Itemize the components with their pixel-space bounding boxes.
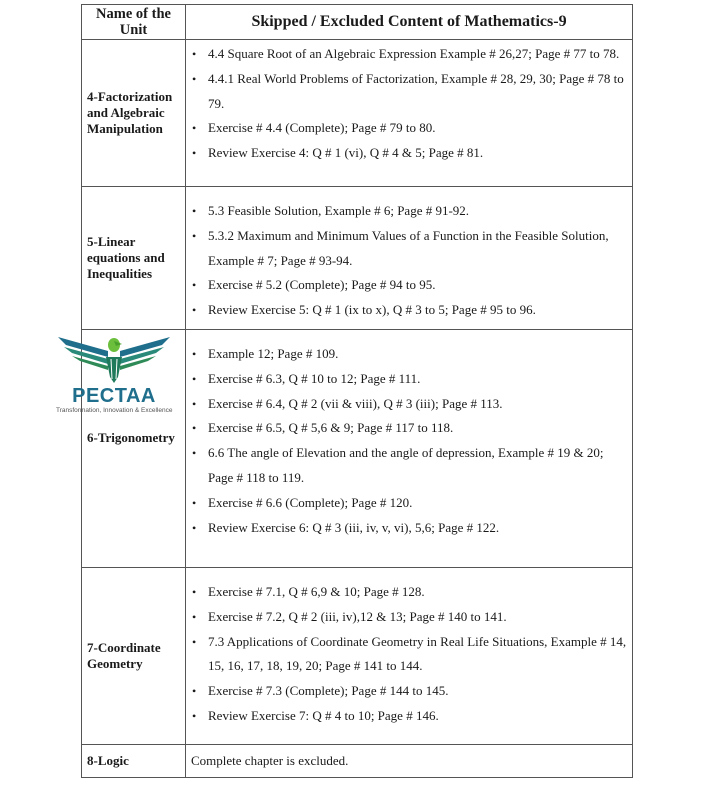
unit-content [186,40,633,187]
unit-name: 7-Coordinate Geometry [82,568,186,745]
list-item: • Exercise # 6.5, Q # 5,6 & 9; Page # 117 to 118. [208,416,628,441]
list-item: • 5.3 Feasible Solution, Example # 6; Page # 91-92. [208,199,628,224]
header-unit-name: Name of the Unit [82,5,186,40]
logo-name: PECTAA [72,385,156,407]
list-item: • 7.3 Applications of Coordinate Geometry in Real Life Situations, Example # 14, 15, 16, 17, 18, 19, 20; Page # 141 to 144. [208,630,628,680]
pectaa-logo-watermark [56,333,172,418]
logo-tagline: Transformation, Innovation & Excellence [56,407,173,414]
table-header-row [82,5,633,40]
unit-name: 4-Factorization and Algebraic Manipulation [82,40,186,187]
unit-name: 8-Logic [82,745,186,778]
header-excluded-content: Skipped / Excluded Content of Mathematics-9 [186,5,633,40]
list-item: • 5.3.2 Maximum and Minimum Values of a Function in the Feasible Solution, Example # 7; Page # 93-94. [208,224,628,274]
unit-content: Complete chapter is excluded. [186,745,633,778]
eagle-logo-icon [56,333,172,385]
content-list [186,580,628,729]
unit-name: 5-Linear equations and Inequalities [82,187,186,330]
list-item: • Exercise # 7.2, Q # 2 (iii, iv),12 & 13; Page # 140 to 141. [208,605,628,630]
content-list [186,42,628,166]
unit-content [186,330,633,568]
list-item: • Review Exercise 6: Q # 3 (iii, iv, v, vi), 5,6; Page # 122. [208,516,628,541]
table-row [82,745,633,778]
list-item: • Exercise # 4.4 (Complete); Page # 79 to 80. [208,116,628,141]
unit-content [186,187,633,330]
table-row [82,568,633,745]
list-item: • 4.4.1 Real World Problems of Factorization, Example # 28, 29, 30; Page # 78 to 79. [208,67,628,117]
list-item: • Example 12; Page # 109. [208,342,628,367]
list-item: • Exercise # 6.3, Q # 10 to 12; Page # 111. [208,367,628,392]
list-item: • Review Exercise 4: Q # 1 (vi), Q # 4 & 5; Page # 81. [208,141,628,166]
list-item: • Review Exercise 5: Q # 1 (ix to x), Q # 3 to 5; Page # 95 to 96. [208,298,628,323]
list-item: • 6.6 The angle of Elevation and the angle of depression, Example # 19 & 20; Page # 118 to 119. [208,441,628,491]
unit-name: 6-Trigonometry [82,330,186,568]
list-item: • Exercise # 7.1, Q # 6,9 & 10; Page # 128. [208,580,628,605]
content-list [186,342,628,540]
list-item: • Exercise # 7.3 (Complete); Page # 144 to 145. [208,679,628,704]
list-item: • 4.4 Square Root of an Algebraic Expression Example # 26,27; Page # 77 to 78. [208,42,628,67]
unit-content [186,568,633,745]
list-item: • Exercise # 5.2 (Complete); Page # 94 to 95. [208,273,628,298]
list-item: • Exercise # 6.4, Q # 2 (vii & viii), Q # 3 (iii); Page # 113. [208,392,628,417]
content-list [186,199,628,323]
table-row [82,40,633,187]
table-row [82,187,633,330]
list-item: • Exercise # 6.6 (Complete); Page # 120. [208,491,628,516]
list-item: • Review Exercise 7: Q # 4 to 10; Page # 146. [208,704,628,729]
